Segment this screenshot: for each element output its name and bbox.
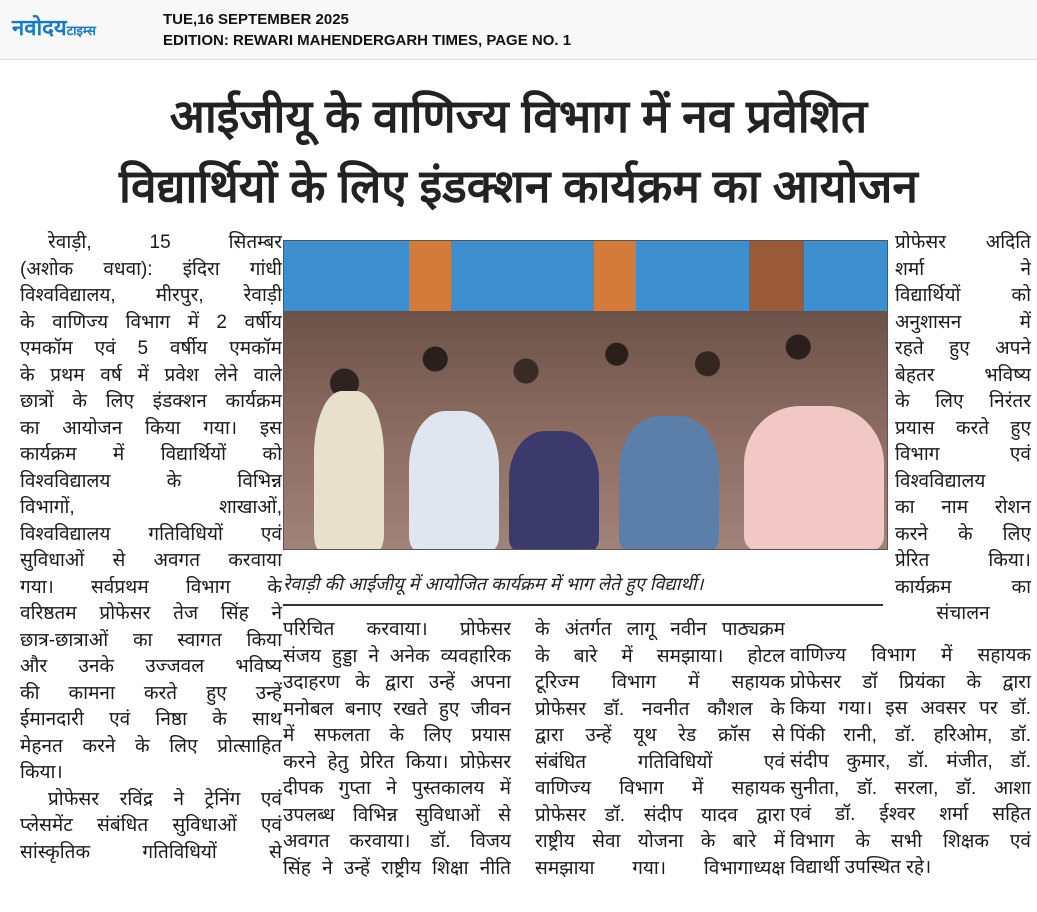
text-line: गया। सर्वप्रथम विभाग के bbox=[20, 576, 282, 598]
text-line: सिंह ने उन्हें राष्ट्रीय शिक्षा नीति bbox=[283, 857, 511, 879]
text-line: छात्र-छात्राओं का स्वागत किया bbox=[20, 629, 282, 651]
article-column-4 bbox=[895, 230, 1031, 628]
text-line: संचालन bbox=[936, 603, 990, 624]
text-line: के लिए निरंतर bbox=[895, 391, 1031, 412]
text-line: विश्वविद्यालय गतिविधियों एवं bbox=[20, 523, 282, 545]
text-line: बेहतर भविष्य bbox=[895, 364, 1031, 386]
text-line: वाणिज्य विभाग में सहायक bbox=[535, 778, 785, 799]
text-line: की कामना करते हुए उन्हें bbox=[20, 682, 282, 704]
text-line: एमकॉम एवं 5 वर्षीय एमकॉम bbox=[20, 338, 282, 359]
text-line: सांस्कृतिक गतिविधियों से bbox=[20, 841, 282, 863]
text-line: विभाग के सभी शिक्षक एवं bbox=[790, 830, 1031, 852]
text-line: किया गया। इस अवसर पर डॉ. bbox=[790, 698, 1031, 719]
headline-line-1: आईजीयू के वाणिज्य विभाग में नव प्रवेशित bbox=[169, 90, 868, 142]
text-line: कार्यक्रम का bbox=[895, 576, 1031, 598]
photo-caption: रेवाड़ी की आईजीयू में आयोजित कार्यक्रम में भाग लेते हुए विद्यार्थी। bbox=[283, 574, 704, 594]
text-line: मनोबल बनाए रखते हुए जीवन bbox=[283, 698, 511, 720]
text-line: संबंधित गतिविधियों एवं bbox=[535, 751, 785, 773]
edition-name: EDITION: REWARI MAHENDERGARH TIMES, PAGE NO. 1 bbox=[163, 32, 572, 49]
text-line: और उनके उज्जवल भविष्य bbox=[20, 656, 282, 677]
text-line: प्रोफेसर डॉ. संदीप यादव द्वारा bbox=[535, 804, 785, 826]
event-photo bbox=[283, 240, 888, 550]
text-line: करने के लिए bbox=[895, 523, 1031, 545]
text-line: उदाहरण के द्वारा उन्हें अपना bbox=[283, 672, 511, 693]
article-column-5 bbox=[790, 643, 1031, 882]
caption-divider bbox=[283, 604, 883, 606]
text-line: प्लेसमेंट संबंधित सुविधाओं एवं bbox=[20, 815, 282, 836]
text-line: दीपक गुप्ता ने पुस्तकालय में bbox=[283, 778, 511, 799]
text-line: का आयोजन किया गया। इस bbox=[20, 417, 282, 439]
text-line: रेवाड़ी, 15 सितम्बर bbox=[48, 232, 282, 253]
text-line: सुविधाओं से अवगत करवाया bbox=[20, 550, 282, 571]
article-column-2 bbox=[283, 617, 511, 882]
text-line: उपलब्ध विभिन्न सुविधाओं से bbox=[283, 804, 511, 826]
text-line: प्रोफेसर डॉ प्रियंका के द्वारा bbox=[790, 671, 1031, 693]
logo-subtext: टाइम्स bbox=[66, 23, 96, 38]
edition-date: TUE,16 SEPTEMBER 2025 bbox=[163, 11, 349, 28]
text-line: प्रोफेसर डॉ. नवनीत कौशल के bbox=[535, 698, 785, 720]
edition-info bbox=[163, 9, 571, 51]
text-line: मेहनत करने के लिए प्रोत्साहित bbox=[20, 735, 282, 757]
text-line: वाणिज्य विभाग में सहायक bbox=[790, 645, 1031, 666]
text-line: विश्वविद्यालय bbox=[895, 470, 986, 492]
text-line: किया। bbox=[20, 762, 63, 783]
text-line: विश्वविद्यालय, मीरपुर, रेवाड़ी bbox=[20, 285, 282, 306]
text-line: समझाया गया। विभागाध्यक्ष bbox=[535, 857, 785, 879]
text-line: अनुशासन में bbox=[895, 311, 1031, 333]
text-line: विभागों, शाखाओं, bbox=[20, 497, 282, 518]
text-line: प्रोफेसर रविंद्र ने ट्रेनिंग एवं bbox=[48, 788, 282, 810]
text-line: शर्मा ने bbox=[895, 258, 1031, 280]
text-line: प्रेरित किया। bbox=[895, 550, 1031, 571]
article-column-1 bbox=[20, 230, 282, 866]
text-line: करने हेतु प्रेरित किया। प्रोफ़ेसर bbox=[283, 751, 511, 773]
article-column-3 bbox=[535, 617, 785, 882]
text-line: के वाणिज्य विभाग में 2 वर्षीय bbox=[20, 311, 282, 333]
text-line: वरिष्ठतम प्रोफेसर तेज सिंह ने bbox=[20, 603, 282, 624]
text-line: राष्ट्रीय सेवा योजना के बारे में bbox=[535, 831, 785, 852]
text-line: के प्रथम वर्ष में प्रवेश लेने वाले bbox=[20, 364, 282, 386]
text-line: विश्वविद्यालय के विभिन्न bbox=[20, 470, 282, 492]
text-line: के अंतर्गत लागू नवीन पाठ्यक्रम bbox=[535, 619, 785, 640]
text-line: प्रयास करते हुए bbox=[895, 417, 1031, 439]
text-line: सुनीता, डॉ. सरला, डॉ. आशा bbox=[790, 777, 1031, 799]
newspaper-logo bbox=[12, 12, 96, 42]
text-line: कार्यक्रम में विद्यार्थियों को bbox=[20, 444, 282, 465]
text-line: विभाग एवं bbox=[895, 444, 1031, 465]
text-line: एवं डॉ. ईश्वर शर्मा सहित bbox=[790, 804, 1031, 825]
text-line: संजय हुड्डा ने अनेक व्यवहारिक bbox=[283, 645, 511, 667]
text-line: छात्रों के लिए इंडक्शन कार्यक्रम bbox=[20, 391, 282, 412]
text-line: में सफलता के लिए प्रयास bbox=[283, 725, 511, 746]
text-line: ईमानदारी एवं निष्ठा के साथ bbox=[20, 709, 282, 730]
headline-line-2: विद्यार्थियों के लिए इंडक्शन कार्यक्रम का आयोजन bbox=[119, 160, 918, 212]
text-line: प्रोफेसर अदिति bbox=[895, 232, 1031, 253]
text-line: टूरिज्म विभाग में सहायक bbox=[535, 672, 785, 693]
text-line: के बारे में समझाया। होटल bbox=[535, 645, 785, 667]
text-line: (अशोक वधवा): इंदिरा गांधी bbox=[20, 258, 282, 280]
text-line: संदीप कुमार, डॉ. मंजीत, डॉ. bbox=[790, 751, 1031, 772]
text-line: विद्यार्थियों को bbox=[895, 285, 1031, 306]
text-line: पिंकी रानी, डॉ. हरिओम, डॉ. bbox=[790, 724, 1031, 746]
text-line: द्वारा उन्हें यूथ रेड क्रॉस से bbox=[535, 725, 785, 746]
header-bar bbox=[0, 0, 1037, 60]
text-line: अवगत करवाया। डॉ. विजय bbox=[283, 831, 511, 852]
text-line: रहते हुए अपने bbox=[895, 338, 1031, 359]
logo-text: नवोदय bbox=[12, 15, 67, 40]
text-line: विद्यार्थी उपस्थित रहे। bbox=[790, 857, 932, 878]
text-line: परिचित करवाया। प्रोफेसर bbox=[283, 619, 511, 640]
text-line: का नाम रोशन bbox=[895, 497, 1031, 518]
